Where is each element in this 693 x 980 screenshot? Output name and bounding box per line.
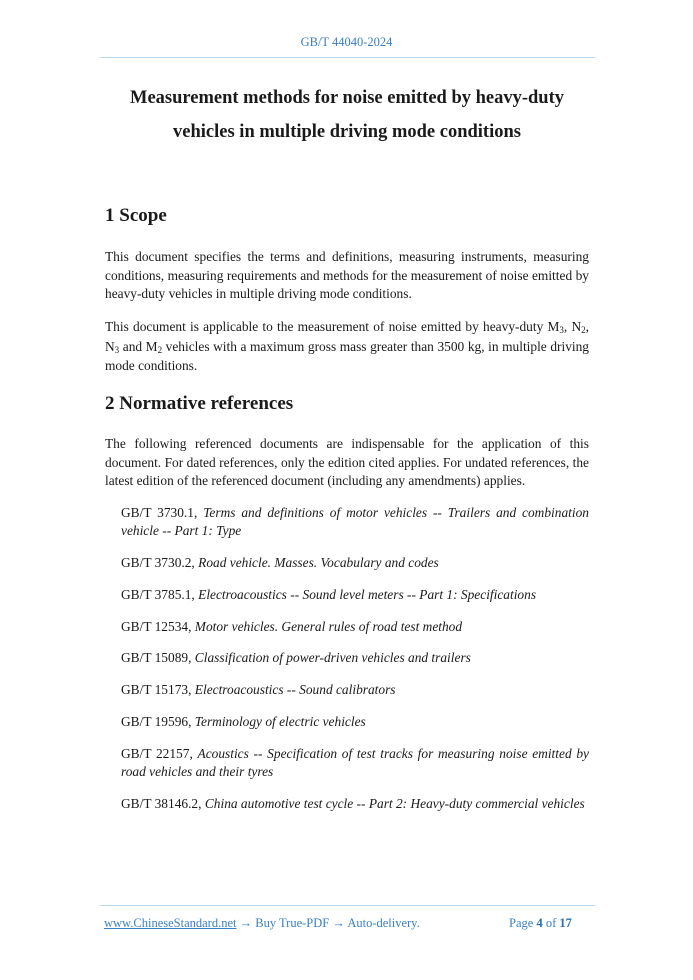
footer-promo [104, 916, 420, 931]
page-label: Page [509, 916, 534, 930]
reference-title: Motor vehicles. General rules of road test method [194, 618, 463, 634]
reference-code: GB/T 22157, [121, 745, 193, 761]
reference-title: China automotive test cycle -- Part 2: Heavy-duty commercial vehicles [204, 795, 585, 811]
auto-delivery-text: Auto-delivery. [347, 916, 420, 930]
reference-code: GB/T 38146.2, [121, 795, 202, 811]
reference-list [121, 504, 589, 827]
reference-item [121, 618, 589, 636]
section-heading-normative-references: 2 Normative references [105, 393, 294, 414]
reference-title: Terminology of electric vehicles [194, 714, 366, 730]
reference-title: Classification of power-driven vehicles and trailers [194, 650, 471, 666]
scope-paragraph-2 [105, 318, 589, 376]
reference-title: Acoustics -- Specification of test tracks for measuring noise emitted by road vehicles and their tyres [121, 745, 589, 780]
title-line-2: vehicles in multiple driving mode conditions [173, 122, 521, 142]
footer-divider [100, 905, 595, 906]
reference-code: GB/T 15173, [121, 682, 192, 698]
title-line-1: Measurement methods for noise emitted by heavy-duty [129, 88, 565, 108]
reference-code: GB/T 12534, [121, 618, 192, 634]
arrow-right-icon: → [332, 916, 345, 930]
site-link[interactable]: www.ChineseStandard.net [104, 916, 237, 930]
subscript-n2: 2 [581, 325, 586, 335]
arrow-right-icon: → [239, 916, 253, 930]
reference-item [121, 554, 589, 572]
normative-intro-paragraph: The following referenced documents are indispensable for the application of this document. For dated references, only the edition cited applies. For undated references, the latest edition of the referenced document (including any amendments) applies. [105, 436, 589, 489]
reference-item [121, 681, 589, 699]
scope-text-d: and M [119, 338, 158, 354]
document-title [104, 81, 590, 149]
reference-code: GB/T 19596, [121, 714, 192, 730]
reference-title: Electroacoustics -- Sound level meters -- Part 1: Specifications [198, 586, 537, 602]
header-doc-code: GB/T 44040-2024 [300, 35, 393, 49]
reference-code: GB/T 3785.1, [121, 586, 195, 602]
reference-item [121, 795, 589, 813]
scope-text-c: , N [105, 319, 589, 354]
subscript-m2: 2 [157, 344, 163, 355]
reference-item [121, 504, 589, 541]
reference-code: GB/T 3730.1, [121, 505, 198, 520]
reference-code: GB/T 15089, [121, 650, 192, 666]
reference-item [121, 649, 589, 667]
scope-paragraph-1: This document specifies the terms and definitions, measuring instruments, measuring conditions, measuring requirements and methods for the measurement of noise emitted by heavy-duty vehicles in multiple driving mode conditions. [105, 249, 589, 302]
section-heading-scope: 1 Scope [105, 205, 167, 226]
scope-text-b: , N [563, 319, 582, 334]
reference-title: Electroacoustics -- Sound calibrators [194, 682, 396, 698]
header-divider [100, 57, 595, 58]
subscript-n3: 3 [114, 344, 120, 355]
reference-code: GB/T 3730.2, [121, 555, 195, 571]
buy-true-pdf-link[interactable]: Buy True-PDF [255, 916, 330, 930]
subscript-m3: 3 [559, 325, 564, 335]
of-label: of [545, 916, 557, 930]
reference-title: Road vehicle. Masses. Vocabulary and codes [198, 555, 439, 571]
reference-title: Terms and definitions of motor vehicles -- Trailers and combination vehicle -- Part 1: Type [121, 505, 589, 539]
reference-item [121, 713, 589, 731]
page-indicator [509, 916, 572, 931]
reference-item [121, 586, 589, 604]
scope-text-a: This document is applicable to the measurement of noise emitted by heavy-duty M [105, 319, 560, 334]
reference-item [121, 745, 589, 782]
page-current: 4 [536, 916, 543, 930]
scope-text-e: vehicles with a maximum gross mass greater than 3500 kg, in multiple driving mode conditions. [105, 338, 590, 374]
page-total: 17 [559, 916, 572, 930]
